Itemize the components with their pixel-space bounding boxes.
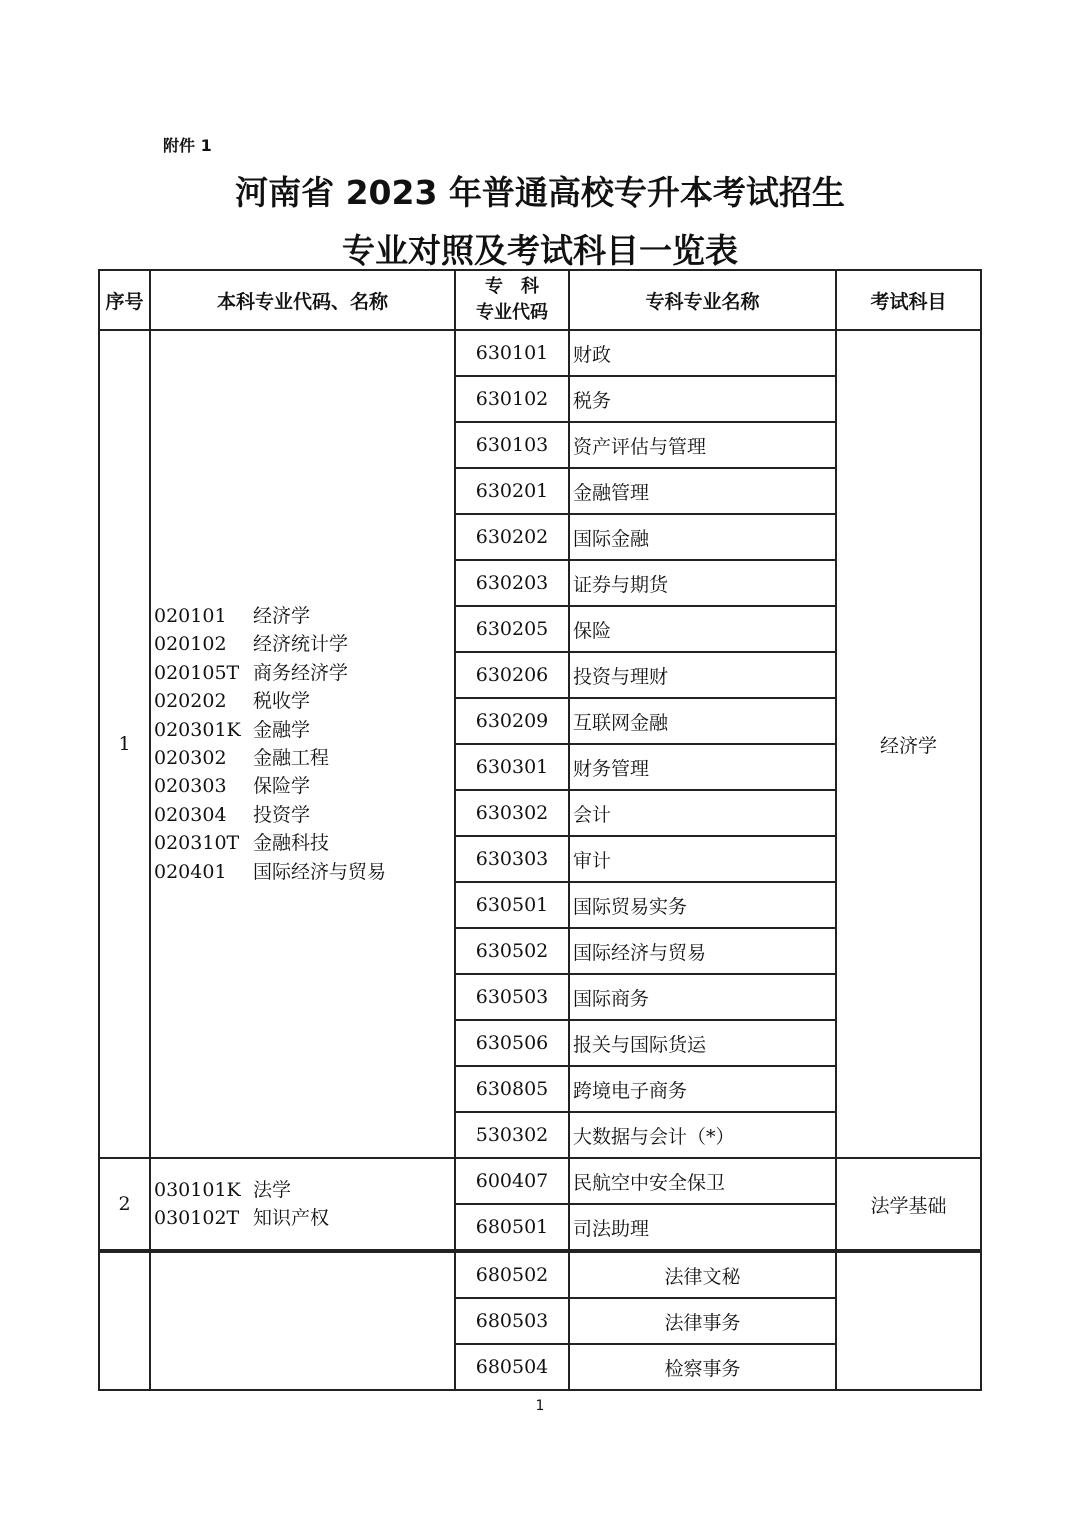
table-row [99, 1158, 981, 1204]
specialty-name: 检察事务 [569, 1344, 836, 1390]
bachelor-major [154, 687, 454, 715]
specialty-code: 630103 [455, 422, 569, 468]
bachelor-major-code: 020302 [154, 747, 227, 769]
specialty-code: 630503 [455, 974, 569, 1020]
specialty-code: 680502 [455, 1251, 569, 1298]
major-table [98, 269, 982, 1391]
bachelor-major-code: 020301K [154, 718, 241, 741]
bachelor-major-code: 030101K [154, 1178, 241, 1201]
specialty-name: 财政 [569, 330, 836, 376]
specialty-code: 630201 [455, 468, 569, 514]
bachelor-major [154, 659, 454, 687]
bachelor-major-code: 020202 [154, 690, 227, 713]
bachelor-major-name: 保险学 [253, 775, 311, 798]
specialty-name: 资产评估与管理 [569, 422, 836, 468]
bachelor-major-name: 知识产权 [253, 1207, 330, 1229]
bachelor-major-code: 020101 [154, 604, 227, 627]
exam-subject: 经济学 [836, 330, 981, 1158]
specialty-code: 630203 [455, 560, 569, 606]
specialty-code: 630303 [455, 836, 569, 882]
specialty-name: 证券与期货 [569, 560, 836, 606]
bachelor-major [154, 801, 454, 829]
specialty-name: 财务管理 [569, 744, 836, 790]
bachelor-major-code: 020401 [154, 860, 227, 883]
bachelor-major-name: 商务经济学 [253, 661, 349, 684]
bachelor-major [154, 1204, 454, 1232]
bachelor-major-name: 经济学 [253, 604, 311, 627]
header-name: 专科专业名称 [569, 270, 836, 330]
header-code-line2: 专业代码 [476, 302, 548, 323]
specialty-name: 税务 [569, 376, 836, 422]
specialty-code: 630205 [455, 606, 569, 652]
specialty-code: 630206 [455, 652, 569, 698]
table-row [99, 330, 981, 376]
bachelor-major-code: 020304 [154, 803, 227, 826]
specialty-name: 大数据与会计（*） [569, 1112, 836, 1158]
group-seq: 2 [99, 1158, 150, 1251]
specialty-code: 630302 [455, 790, 569, 836]
page-title-line1: 河南省 2023 年普通高校专升本考试招生 [235, 173, 845, 212]
bachelor-major-code: 030102T [154, 1207, 240, 1229]
bachelor-major-code: 020310T [154, 832, 240, 855]
group-seq [99, 1251, 150, 1390]
bachelor-majors [150, 330, 455, 1158]
bachelor-major-code: 020303 [154, 775, 227, 798]
bachelor-majors [150, 1158, 455, 1251]
specialty-name: 审计 [569, 836, 836, 882]
page-number: 1 [535, 1398, 545, 1414]
bachelor-major [154, 772, 454, 800]
specialty-name: 国际金融 [569, 514, 836, 560]
header-seq: 序号 [99, 270, 150, 330]
bachelor-major [154, 630, 454, 658]
bachelor-major [154, 716, 454, 744]
table-header-row [99, 270, 981, 330]
specialty-code: 680503 [455, 1298, 569, 1344]
bachelor-major-name: 投资学 [253, 803, 311, 826]
header-code [455, 270, 569, 330]
specialty-name: 金融管理 [569, 468, 836, 514]
header-bachelor: 本科专业代码、名称 [150, 270, 455, 330]
group-seq: 1 [99, 330, 150, 1158]
bachelor-major-name: 法学 [253, 1178, 292, 1201]
bachelor-major [154, 744, 454, 772]
bachelor-majors [150, 1251, 455, 1390]
specialty-code: 630202 [455, 514, 569, 560]
bachelor-major [154, 858, 454, 886]
specialty-code: 680501 [455, 1204, 569, 1251]
bachelor-major-name: 金融科技 [253, 832, 330, 855]
bachelor-major-name: 金融学 [253, 718, 311, 741]
specialty-name: 投资与理财 [569, 652, 836, 698]
bachelor-major-name: 国际经济与贸易 [253, 860, 387, 883]
bachelor-major-name: 经济统计学 [253, 633, 349, 656]
specialty-name: 会计 [569, 790, 836, 836]
attachment-label: 附件 1 [163, 136, 212, 155]
specialty-code: 630501 [455, 882, 569, 928]
specialty-code: 630502 [455, 928, 569, 974]
exam-subject [836, 1251, 981, 1390]
bachelor-major-name: 税收学 [253, 690, 311, 713]
specialty-code: 630209 [455, 698, 569, 744]
table-row [99, 1251, 981, 1298]
specialty-name: 法律文秘 [569, 1251, 836, 1298]
header-code-line1: 专 科 [485, 276, 539, 297]
specialty-name: 跨境电子商务 [569, 1066, 836, 1112]
header-subject: 考试科目 [836, 270, 981, 330]
specialty-code: 630101 [455, 330, 569, 376]
specialty-name: 司法助理 [569, 1204, 836, 1251]
specialty-code: 680504 [455, 1344, 569, 1390]
specialty-code: 630301 [455, 744, 569, 790]
specialty-name: 国际商务 [569, 974, 836, 1020]
specialty-code: 630102 [455, 376, 569, 422]
specialty-name: 报关与国际货运 [569, 1020, 836, 1066]
bachelor-major [154, 602, 454, 630]
specialty-code: 630805 [455, 1066, 569, 1112]
specialty-name: 国际贸易实务 [569, 882, 836, 928]
specialty-code: 630506 [455, 1020, 569, 1066]
specialty-name: 民航空中安全保卫 [569, 1158, 836, 1204]
specialty-name: 保险 [569, 606, 836, 652]
specialty-name: 互联网金融 [569, 698, 836, 744]
specialty-code: 530302 [455, 1112, 569, 1158]
specialty-name: 法律事务 [569, 1298, 836, 1344]
specialty-name: 国际经济与贸易 [569, 928, 836, 974]
specialty-code: 600407 [455, 1158, 569, 1204]
bachelor-major-name: 金融工程 [253, 747, 330, 769]
page-title-line2: 专业对照及考试科目一览表 [342, 231, 738, 270]
bachelor-major [154, 829, 454, 857]
bachelor-major-code: 020102 [154, 633, 227, 656]
exam-subject: 法学基础 [836, 1158, 981, 1251]
bachelor-major-code: 020105T [154, 661, 240, 684]
bachelor-major [154, 1176, 454, 1204]
